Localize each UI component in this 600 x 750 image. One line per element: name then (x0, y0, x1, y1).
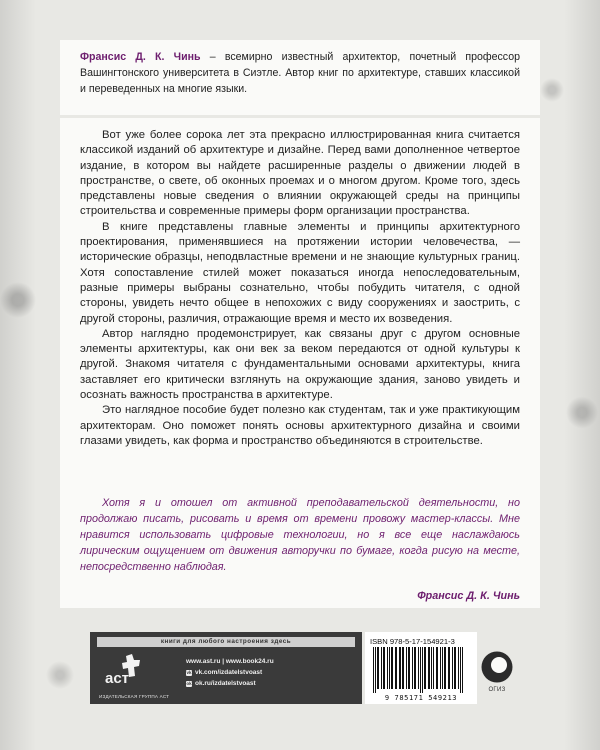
author-bio (80, 49, 520, 97)
quote-author: Франсис Д. К. Чинь (417, 590, 520, 602)
ok-row (186, 678, 274, 689)
publisher-name: ИЗДАТЕЛЬСКАЯ ГРУППА АСТ (99, 694, 170, 699)
author-bio-text: – всемирно известный архитектор, почетный профессор Вашингтонского университета в Сиэтле. Автор книг по архитектуре, ставших классикой и переведенных на многие языки. (80, 51, 520, 95)
author-quote: Хотя я и отошел от активной преподавательской деятельности, но продолжаю писать, рисовать и время от времени провожу мастер-классы. Мне нравится использовать цифровые технологии, но я все еще наслаждаюсь лирическим ощущением от движения авторучки по бумаге, когда рисую на месте, непосредственно наблюдая. (80, 497, 520, 573)
description-text (80, 128, 520, 449)
description-panel (60, 118, 540, 608)
ogiz-logo-icon (480, 650, 514, 684)
description-paragraph-4: Это наглядное пособие будет полезно как студентам, так и уже практикующим архитекторам. Оно поможет понять основы архитектурного дизайна и своими глазами увидеть, как форма и пространство объединяются в строительстве. (80, 404, 520, 447)
publisher-tagline: книги для любого настроения здесь (97, 637, 355, 647)
description-paragraph-1: Вот уже более сорока лет эта прекрасно иллюстрированная книга считается классикой изданий об архитектуре и дизайне. Перед вами дополненное четвертое издание, в котором вы найдете расширенные разделы о движении людей в пространстве, о свете, об оконных проемах и о многом другом. Кроме того, здесь представлены новые сведения о влиянии окружающей среды на принципы строительства и современные примеры форм организации пространства. (80, 129, 520, 218)
imprint-name: ОГИЗ (488, 687, 506, 693)
author-name: Франсис Д. К. Чинь (80, 51, 201, 63)
websites-link[interactable]: www.ast.ru | www.book24.ru (186, 658, 274, 665)
isbn-label: ISBN 978-5-17-154921-3 (370, 637, 455, 646)
vk-icon: vk (186, 669, 192, 675)
vk-link[interactable]: vk.com/izdatelstvoast (195, 669, 263, 676)
publisher-links (186, 656, 274, 689)
ast-logo-text: аст (105, 670, 130, 687)
barcode-digits: 9 785171 549213 (384, 694, 458, 702)
publisher-block (90, 632, 362, 704)
description-paragraph-2: В книге представлены главные элементы и принципы архитектурного проектирования, применявшиеся на протяжении истории человечества, — исторические образцы, неподвластные времени и не знающие культурных границ. Хотя сопоставление стилей может показаться иногда непоследовательным, разные примеры выбраны сознательно, чтобы побудить читателя, с одной стороны, увидеть нечто общее в непохожих с виду сооружениях и заострить, с другой стороны, различия, отражающие время и место их возведения. (80, 220, 520, 325)
ok-icon: ok (186, 680, 192, 686)
ast-logo-icon (104, 652, 144, 688)
isbn-barcode-block (365, 632, 477, 704)
description-paragraph-3: Автор наглядно продемонстрирует, как связаны друг с другом основные элементы архитектуры, как они век за веком передаются от одной культуры к другой. Знакомя читателя с фундаментальными основами архитектуры, книга заставляет его критически взглянуть на окружающие здания, заново увидеть и осознать важность пространства в архитектуре. (80, 327, 520, 402)
barcode-icon (371, 647, 471, 693)
vk-row (186, 667, 274, 678)
ok-link[interactable]: ok.ru/izdatelstvoast (195, 680, 256, 687)
websites-row (186, 656, 274, 667)
author-bio-panel (60, 40, 540, 115)
